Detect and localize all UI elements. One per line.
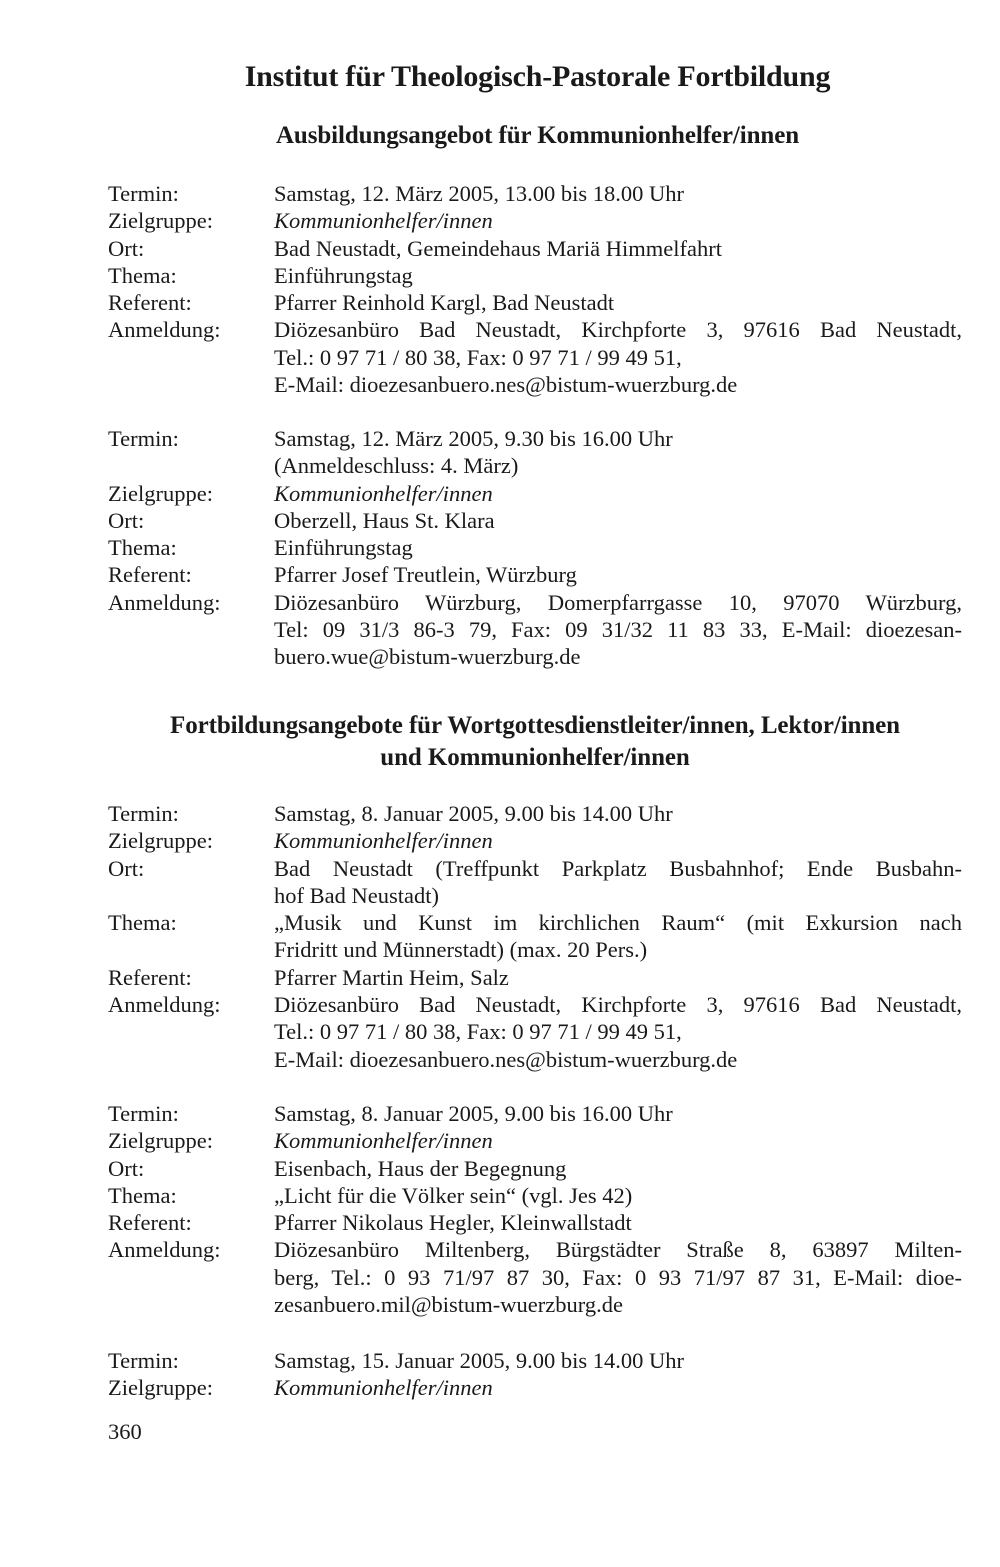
section-title-line: Fortbildungsangebote für Wortgottesdienstleiter/innen, Lektor/innen (170, 712, 900, 739)
section-title: Ausbildungsangebot für Kommunionhelfer/innen (275, 122, 800, 149)
termin-line: Samstag, 12. März 2005, 13.00 bis 18.00 Uhr (274, 181, 684, 206)
zielgruppe-label: Zielgruppe: (108, 480, 213, 506)
anmeldung-value (274, 589, 962, 671)
section-title-line: und Kommunionhelfer/innen (380, 744, 690, 771)
anmeldung-line: Tel.: 0 97 71 / 80 38, Fax: 0 97 71 / 99 49 51, (274, 1019, 682, 1045)
zielgruppe-row (108, 480, 962, 507)
ort-value (274, 507, 962, 534)
referent-label: Referent: (108, 290, 192, 316)
anmeldung-line: Diözesanbüro Würzburg, Domerpfarrgasse 10, 97070 Würzburg, (274, 589, 962, 615)
ort-label: Ort: (108, 1155, 145, 1181)
event-entry (108, 1347, 962, 1402)
thema-value (274, 1182, 962, 1209)
thema-value (274, 909, 962, 964)
ort-label: Ort: (108, 235, 145, 261)
anmeldung-line: Tel: 09 31/3 86-3 79, Fax: 09 31/32 11 83 33, E-Mail: dioezesan- (274, 617, 962, 643)
zielgruppe-row (108, 827, 962, 854)
thema-row (108, 534, 962, 561)
anmeldung-line: E-Mail: dioezesanbuero.nes@bistum-wuerzburg.de (274, 372, 738, 398)
termin-label: Termin: (108, 1101, 179, 1126)
thema-label: Thema: (108, 535, 177, 561)
ort-value (274, 235, 962, 262)
ort-line: hof Bad Neustadt) (274, 882, 439, 908)
zielgruppe-value: Kommunionhelfer/innen (274, 828, 493, 854)
ort-value (274, 855, 962, 910)
event-entry (108, 1100, 962, 1318)
referent-value: Pfarrer Josef Treutlein, Würzburg (274, 562, 577, 588)
anmeldung-row (108, 1236, 962, 1318)
zielgruppe-value: Kommunionhelfer/innen (274, 480, 493, 506)
ort-row (108, 507, 962, 534)
referent-label: Referent: (108, 562, 192, 588)
termin-value (274, 180, 962, 207)
referent-row (108, 561, 962, 588)
thema-row (108, 1182, 962, 1209)
page-number: 360 (108, 1419, 142, 1444)
anmeldung-line: Diözesanbüro Bad Neustadt, Kirchpforte 3, 97616 Bad Neustadt, (274, 317, 962, 343)
ort-line: Bad Neustadt, Gemeindehaus Mariä Himmelfahrt (274, 235, 722, 261)
anmeldung-line: buero.wue@bistum-wuerzburg.de (274, 644, 581, 670)
termin-label: Termin: (108, 801, 179, 826)
thema-line: Einführungstag (274, 535, 413, 561)
thema-line: „Licht für die Völker sein“ (vgl. Jes 42) (274, 1182, 633, 1208)
anmeldung-value (274, 1236, 962, 1318)
anmeldung-line: zesanbuero.mil@bistum-wuerzburg.de (274, 1292, 623, 1318)
anmeldung-label: Anmeldung: (108, 992, 221, 1018)
anmeldung-label: Anmeldung: (108, 1237, 221, 1263)
termin-value (274, 800, 962, 827)
thema-line: Fridritt und Münnerstadt) (max. 20 Pers.) (274, 937, 648, 963)
zielgruppe-row (108, 1127, 962, 1154)
termin-label: Termin: (108, 181, 179, 206)
termin-value (274, 1347, 962, 1374)
termin-line: Samstag, 8. Januar 2005, 9.00 bis 14.00 Uhr (274, 801, 673, 826)
referent-label: Referent: (108, 964, 192, 990)
event-entry (108, 425, 962, 671)
anmeldung-line: Diözesanbüro Miltenberg, Bürgstädter Straße 8, 63897 Milten- (274, 1237, 962, 1263)
thema-line: „Musik und Kunst im kirchlichen Raum“ (mit Exkursion nach (274, 910, 962, 936)
referent-label: Referent: (108, 1210, 192, 1236)
anmeldung-label: Anmeldung: (108, 589, 221, 615)
event-entry (108, 180, 962, 398)
termin-line: Samstag, 15. Januar 2005, 9.00 bis 14.00 Uhr (274, 1348, 684, 1373)
anmeldung-row (108, 589, 962, 671)
zielgruppe-label: Zielgruppe: (108, 1375, 213, 1401)
anmeldung-label: Anmeldung: (108, 317, 221, 343)
termin-value (274, 1100, 962, 1127)
anmeldung-row (108, 991, 962, 1073)
ort-row (108, 1155, 962, 1182)
anmeldung-value (274, 991, 962, 1073)
termin-row (108, 1347, 962, 1374)
termin-line: (Anmeldeschluss: 4. März) (274, 453, 519, 479)
event-entry (108, 800, 962, 1073)
ort-row (108, 855, 962, 910)
termin-row (108, 800, 962, 827)
ort-line: Bad Neustadt (Treffpunkt Parkplatz Busbahnhof; Ende Busbahn- (274, 855, 962, 881)
zielgruppe-label: Zielgruppe: (108, 208, 213, 234)
zielgruppe-value: Kommunionhelfer/innen (274, 208, 493, 234)
anmeldung-line: Tel.: 0 97 71 / 80 38, Fax: 0 97 71 / 99 49 51, (274, 344, 682, 370)
zielgruppe-label: Zielgruppe: (108, 1128, 213, 1154)
ort-line: Oberzell, Haus St. Klara (274, 507, 495, 533)
anmeldung-row (108, 316, 962, 398)
termin-line: Samstag, 12. März 2005, 9.30 bis 16.00 Uhr (274, 426, 673, 451)
ort-label: Ort: (108, 855, 145, 881)
referent-value: Pfarrer Nikolaus Hegler, Kleinwallstadt (274, 1210, 632, 1236)
referent-value: Pfarrer Martin Heim, Salz (274, 964, 509, 990)
termin-row (108, 180, 962, 207)
ort-value (274, 1155, 962, 1182)
zielgruppe-row (108, 207, 962, 234)
thema-line: Einführungstag (274, 262, 413, 288)
thema-row (108, 262, 962, 289)
anmeldung-line: Diözesanbüro Bad Neustadt, Kirchpforte 3, 97616 Bad Neustadt, (274, 992, 962, 1018)
thema-row (108, 909, 962, 964)
anmeldung-value (274, 316, 962, 398)
zielgruppe-value: Kommunionhelfer/innen (274, 1375, 493, 1401)
termin-label: Termin: (108, 426, 179, 451)
zielgruppe-row (108, 1374, 962, 1401)
referent-row (108, 1209, 962, 1236)
termin-row (108, 425, 962, 480)
ort-row (108, 235, 962, 262)
ort-label: Ort: (108, 507, 145, 533)
thema-value (274, 262, 962, 289)
termin-line: Samstag, 8. Januar 2005, 9.00 bis 16.00 Uhr (274, 1101, 673, 1126)
thema-label: Thema: (108, 1182, 177, 1208)
zielgruppe-label: Zielgruppe: (108, 828, 213, 854)
page-title: Institut für Theologisch-Pastorale Fortbildung (244, 60, 831, 93)
referent-value: Pfarrer Reinhold Kargl, Bad Neustadt (274, 290, 615, 316)
termin-value (274, 425, 962, 480)
zielgruppe-value: Kommunionhelfer/innen (274, 1128, 493, 1154)
termin-row (108, 1100, 962, 1127)
section-title (108, 710, 962, 774)
referent-row (108, 964, 962, 991)
ort-line: Eisenbach, Haus der Begegnung (274, 1155, 567, 1181)
thema-label: Thema: (108, 262, 177, 288)
anmeldung-line: E-Mail: dioezesanbuero.nes@bistum-wuerzburg.de (274, 1046, 738, 1072)
referent-row (108, 289, 962, 316)
thema-value (274, 534, 962, 561)
anmeldung-line: berg, Tel.: 0 93 71/97 87 30, Fax: 0 93 71/97 87 31, E-Mail: dioe- (274, 1264, 962, 1290)
termin-label: Termin: (108, 1348, 179, 1373)
thema-label: Thema: (108, 910, 177, 936)
